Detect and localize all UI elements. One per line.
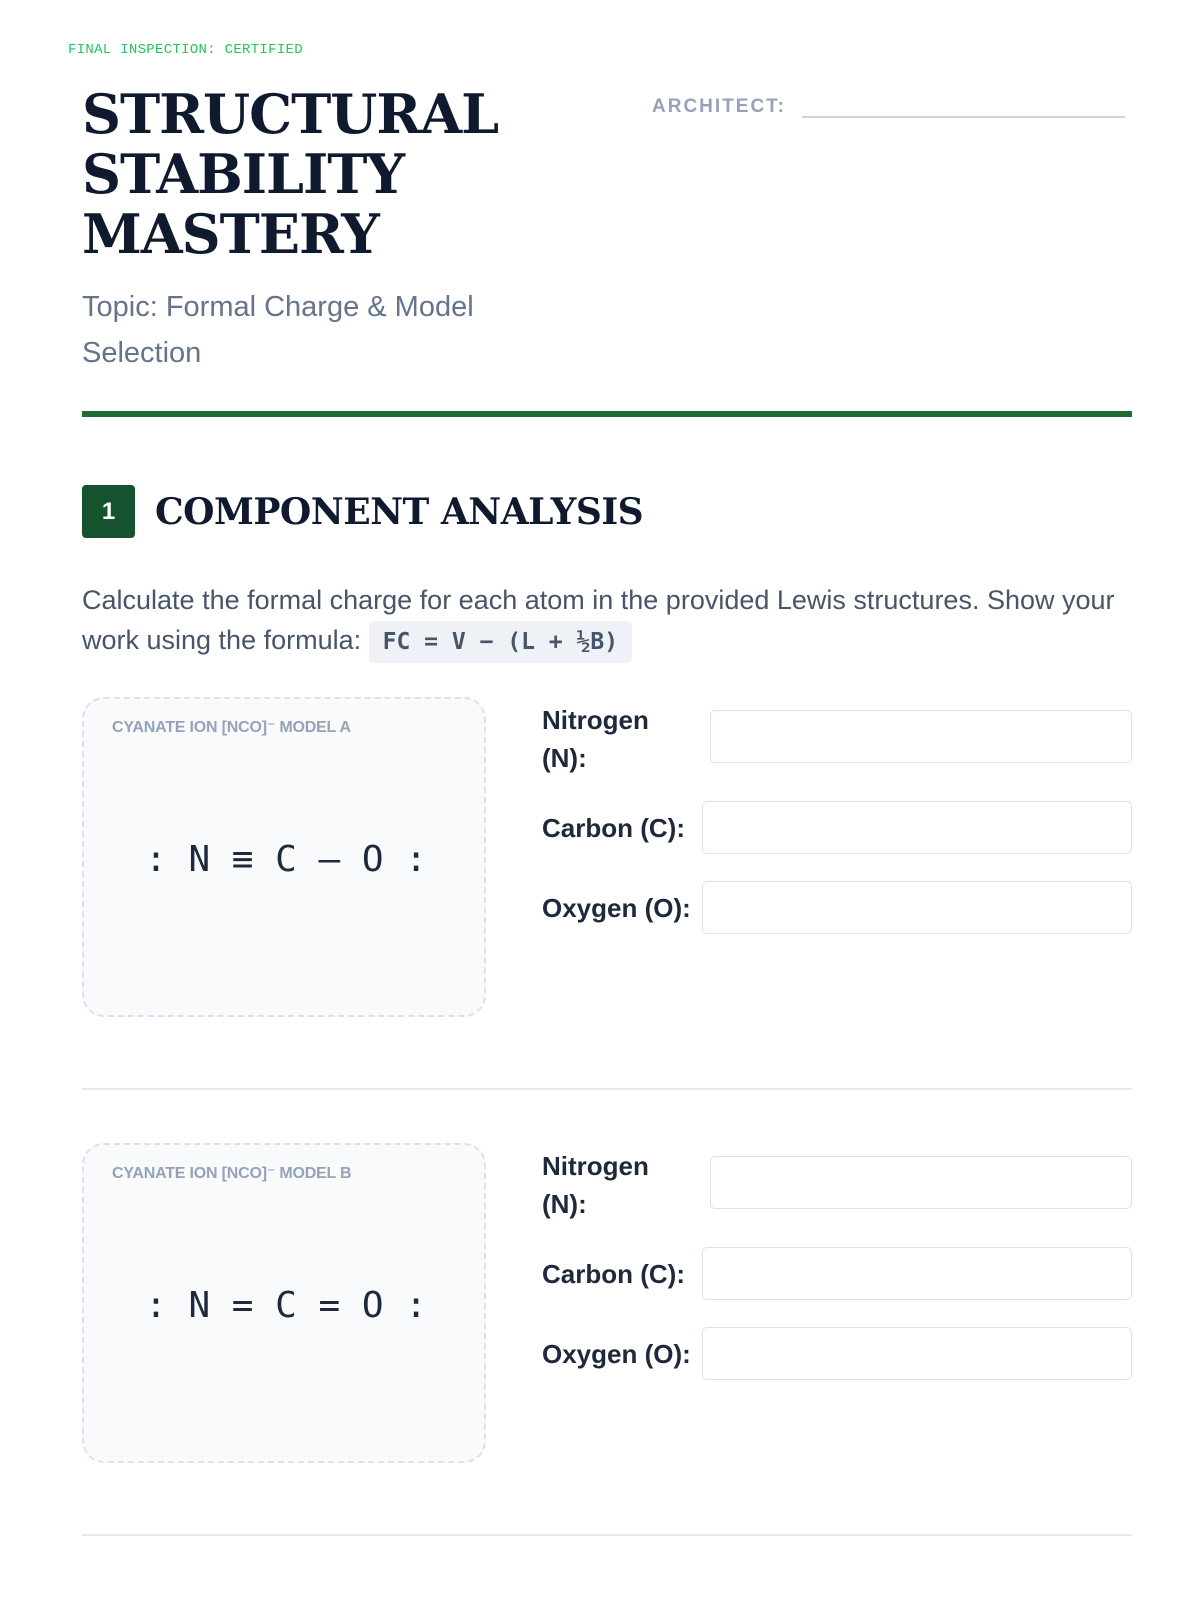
carbon-charge-input[interactable]: [702, 1247, 1132, 1300]
field-oxygen: [542, 881, 1132, 934]
architect-field: [652, 90, 1125, 118]
field-label: Carbon (C):: [542, 1258, 685, 1289]
inspection-stamp: FINAL INSPECTION: CERTIFIED: [68, 42, 303, 58]
problem-divider: [82, 1088, 1132, 1090]
nitrogen-charge-input[interactable]: [710, 710, 1132, 763]
section-header: [82, 485, 643, 538]
field-label: Oxygen (O):: [542, 892, 691, 923]
model-label: CYANATE ION [NCO]⁻ MODEL B: [112, 1165, 352, 1182]
problem-model-b: [82, 1143, 1132, 1473]
answer-fields: [542, 697, 1132, 1017]
page-title: STRUCTURAL STABILITY MASTERY: [82, 82, 499, 266]
formula-code: FC = V − (L + ½B): [369, 621, 632, 663]
structure-card: [82, 1143, 486, 1463]
carbon-charge-input[interactable]: [702, 801, 1132, 854]
section-title: COMPONENT ANALYSIS: [155, 490, 644, 533]
architect-input-line[interactable]: [802, 90, 1125, 118]
page-topic: Topic: Formal Charge & Model Selection: [82, 291, 474, 369]
lewis-structure: : N ≡ C — O :: [145, 839, 427, 880]
problem-divider: [82, 1534, 1132, 1536]
oxygen-charge-input[interactable]: [702, 1327, 1132, 1380]
instructions-text: Calculate the formal charge for each atom in the provided Lewis structures. Show your work using the formula:: [82, 585, 1115, 655]
nitrogen-charge-input[interactable]: [710, 1156, 1132, 1209]
field-label: Oxygen (O):: [542, 1338, 691, 1369]
field-nitrogen: [542, 1147, 1132, 1223]
oxygen-charge-input[interactable]: [702, 881, 1132, 934]
worksheet-header: [82, 84, 1132, 424]
structure-card: [82, 697, 486, 1017]
field-label: Carbon (C):: [542, 812, 685, 843]
field-nitrogen: [542, 701, 1132, 777]
answer-fields: [542, 1143, 1132, 1463]
problem-model-a: [82, 697, 1132, 1027]
architect-label: ARCHITECT:: [652, 96, 786, 117]
field-oxygen: [542, 1327, 1132, 1380]
field-carbon: [542, 801, 1132, 854]
model-label: CYANATE ION [NCO]⁻ MODEL A: [112, 719, 351, 736]
header-divider: [82, 411, 1132, 417]
section-instructions: [82, 580, 1132, 663]
field-carbon: [542, 1247, 1132, 1300]
field-label: Nitrogen (N):: [542, 705, 649, 773]
lewis-structure: : N = C = O :: [145, 1285, 427, 1326]
field-label: Nitrogen (N):: [542, 1151, 649, 1219]
section-number-badge: 1: [82, 485, 135, 538]
